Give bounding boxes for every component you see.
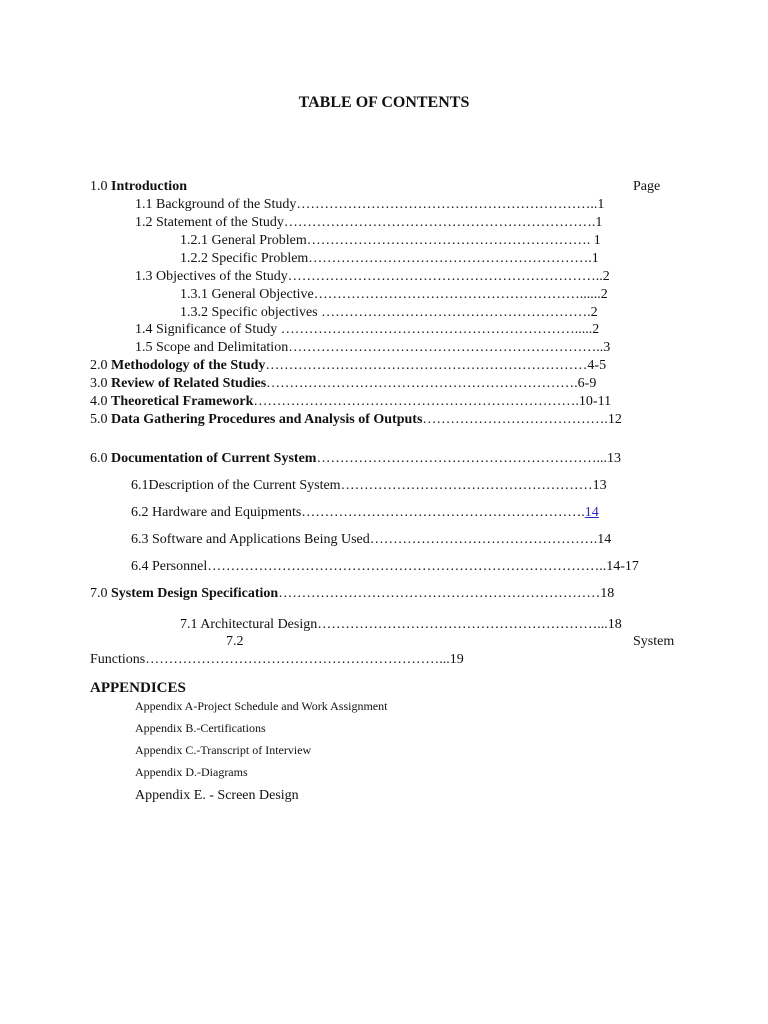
toc-entry-5-0[interactable]	[90, 411, 622, 429]
toc-entry-7-2-continued[interactable]: Functions………………………………………………………...19	[90, 652, 464, 667]
entry-number: 7.0	[90, 586, 108, 601]
page-link[interactable]: 14	[584, 505, 599, 520]
entry-title: Introduction	[111, 179, 187, 194]
toc-entry-1-1[interactable]: 1.1 Background of the Study………………………………………………………..1	[135, 197, 605, 212]
toc-entry-7-0[interactable]	[90, 585, 614, 603]
entry-leader: ……………………………………………………...13	[316, 451, 621, 466]
toc-entry-1-3-1[interactable]: 1.3.1 General Objective…………………………………………………......2	[180, 287, 608, 302]
toc-entry-4-0[interactable]	[90, 393, 611, 411]
entry-title: Theoretical Framework	[111, 394, 254, 409]
appendix-e[interactable]: Appendix E. - Screen Design	[135, 788, 299, 803]
entry-leader: ……………………………………………………………18	[278, 586, 615, 601]
appendix-c[interactable]: Appendix C.-Transcript of Interview	[135, 743, 312, 757]
toc-entry-7-2-title: System	[633, 634, 675, 649]
toc-entry-6-4[interactable]: 6.4 Personnel…………………………………………………………………………..14-17	[131, 559, 639, 574]
entry-leader: …………………………………………………………….10-11	[253, 394, 612, 409]
entry-leader: ………………………………….12	[422, 412, 622, 427]
entry-title: System Design Specification	[111, 586, 279, 601]
entry-title: Review of Related Studies	[111, 376, 267, 391]
toc-entry-1-5[interactable]: 1.5 Scope and Delimitation…………………………………………………………..3	[135, 340, 611, 355]
appendix-d[interactable]: Appendix D.-Diagrams	[135, 765, 248, 779]
page-title: TABLE OF CONTENTS	[298, 94, 470, 111]
toc-entry-1-3[interactable]: 1.3 Objectives of the Study…………………………………………………………..2	[135, 269, 610, 284]
toc-entry-1-0[interactable]	[90, 178, 187, 196]
toc-entry-6-0[interactable]	[90, 450, 621, 468]
entry-number: 3.0	[90, 376, 108, 391]
page-column-header: Page	[633, 179, 661, 194]
entry-title: Data Gathering Procedures and Analysis of Outputs	[111, 412, 423, 427]
entry-leader: ………………………………………………………….6-9	[266, 376, 597, 391]
toc-entry-3-0[interactable]	[90, 375, 596, 393]
toc-entry-6-2[interactable]	[131, 504, 599, 522]
entry-number: 4.0	[90, 394, 108, 409]
appendices-heading: APPENDICES	[90, 680, 186, 696]
entry-number: 1.0	[90, 179, 108, 194]
entry-leader: 6.2 Hardware and Equipments…………………………………………………….	[131, 505, 585, 520]
toc-entry-6-3[interactable]: 6.3 Software and Applications Being Used………………………………………….14	[131, 532, 612, 547]
entry-number: 2.0	[90, 358, 108, 373]
entry-title: Documentation of Current System	[111, 451, 317, 466]
appendix-a[interactable]: Appendix A-Project Schedule and Work Assignment	[135, 699, 388, 713]
toc-entry-7-1[interactable]: 7.1 Architectural Design……………………………………………………...18	[180, 617, 622, 632]
entry-number: 5.0	[90, 412, 108, 427]
toc-entry-1-2-2[interactable]: 1.2.2 Specific Problem…………………………………………………….1	[180, 251, 599, 266]
entry-title: Methodology of the Study	[111, 358, 266, 373]
toc-entry-1-2-1[interactable]: 1.2.1 General Problem……………………………………………………. 1	[180, 233, 601, 248]
toc-entry-1-3-2[interactable]: 1.3.2 Specific objectives ………………………………………………….2	[180, 305, 598, 320]
entry-leader: ……………………………………………………………4-5	[265, 358, 607, 373]
toc-entry-2-0[interactable]	[90, 357, 606, 375]
toc-entry-1-4[interactable]: 1.4 Significance of Study ……………………………………………………….....2	[135, 322, 600, 337]
appendix-b[interactable]: Appendix B.-Certifications	[135, 721, 266, 735]
toc-entry-6-1[interactable]: 6.1Description of the Current System………………………………………………13	[131, 478, 607, 493]
toc-entry-1-2[interactable]: 1.2 Statement of the Study………………………………………………………….1	[135, 215, 603, 230]
entry-number: 6.0	[90, 451, 108, 466]
toc-entry-7-2[interactable]: 7.2	[226, 634, 244, 649]
